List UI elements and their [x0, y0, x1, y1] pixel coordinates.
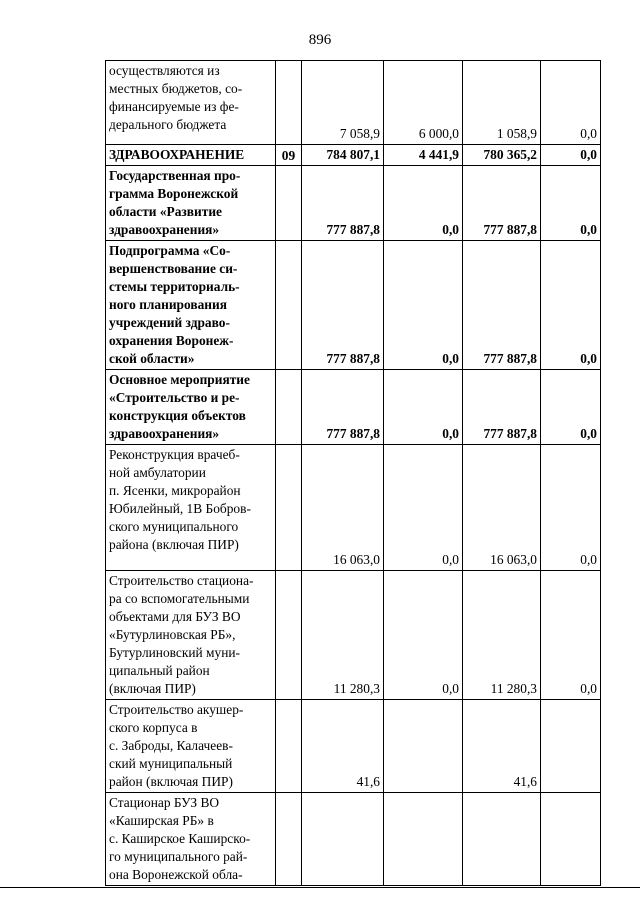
row-name-line: ра со вспомогательными: [109, 591, 250, 606]
row-name-line: она Воронежской обла-: [109, 867, 243, 882]
row-name-line: п. Ясенки, микрорайон: [109, 483, 241, 498]
amount-cell: 780 365,2: [463, 145, 541, 166]
row-name-line: района (включая ПИР): [109, 537, 239, 552]
row-name-line: области «Развитие: [109, 204, 222, 219]
row-name-line: Бутурлиновский муни-: [109, 645, 240, 660]
amount-cell: 0,0: [384, 166, 463, 241]
amount-cell: 777 887,8: [302, 166, 384, 241]
amount-cell: 777 887,8: [302, 241, 384, 370]
amount-cell: 0,0: [384, 571, 463, 700]
amount-cell: 0,0: [541, 370, 601, 445]
page-number: 896: [308, 32, 332, 48]
amount-cell: 0,0: [541, 445, 601, 571]
row-name-line: финансируемые из фе-: [109, 99, 239, 114]
table-row: [106, 61, 601, 145]
amount-cell: 16 063,0: [463, 445, 541, 571]
row-name-line: грамма Воронежской: [109, 186, 239, 201]
row-name-line: с. Каширское Каширско-: [109, 831, 251, 846]
row-name-cell: [106, 166, 276, 241]
row-name-line: местных бюджетов, со-: [109, 81, 243, 96]
section-code-cell: 09: [276, 145, 302, 166]
row-name-line: с. Заброды, Калачеев-: [109, 738, 233, 753]
section-code-cell: [276, 793, 302, 886]
amount-cell: 777 887,8: [302, 370, 384, 445]
amount-cell: 0,0: [541, 241, 601, 370]
budget-table: [105, 60, 601, 886]
amount-cell: 777 887,8: [463, 370, 541, 445]
amount-cell: 4 441,9: [384, 145, 463, 166]
row-name-cell: [106, 145, 276, 166]
section-code-cell: [276, 61, 302, 145]
row-name-line: осуществляются из: [109, 63, 220, 78]
table-row: [106, 370, 601, 445]
row-name-line: (включая ПИР): [109, 681, 196, 696]
table-row: [106, 166, 601, 241]
row-name-line: учреждений здраво-: [109, 315, 230, 330]
row-name-cell: [106, 370, 276, 445]
table-row: [106, 241, 601, 370]
row-name-line: ской области»: [109, 351, 195, 366]
section-code-cell: [276, 445, 302, 571]
amount-cell: 777 887,8: [463, 166, 541, 241]
row-name-line: дерального бюджета: [109, 117, 227, 132]
table-row: [106, 145, 601, 166]
amount-cell: 784 807,1: [302, 145, 384, 166]
row-name-line: Юбилейный, 1В Бобров-: [109, 501, 251, 516]
row-name-line: ного планирования: [109, 297, 227, 312]
row-name-cell: [106, 571, 276, 700]
row-name-line: «Строительство и ре-: [109, 390, 240, 405]
row-name-line: здравоохранения»: [109, 426, 220, 441]
amount-cell: 41,6: [463, 700, 541, 793]
table-row: [106, 445, 601, 571]
row-name-line: «Бутурлиновская РБ»,: [109, 627, 236, 642]
row-name-line: го муниципального рай-: [109, 849, 248, 864]
row-name-line: ципальный район: [109, 663, 210, 678]
row-name-line: ЗДРАВООХРАНЕНИЕ: [109, 147, 245, 162]
amount-cell: [541, 793, 601, 886]
row-name-cell: [106, 241, 276, 370]
bottom-rule: [0, 887, 640, 888]
amount-cell: 0,0: [541, 61, 601, 145]
amount-cell: 0,0: [541, 145, 601, 166]
amount-cell: 0,0: [384, 370, 463, 445]
row-name-line: здравоохранения»: [109, 222, 220, 237]
table-row: [106, 700, 601, 793]
row-name-line: ского корпуса в: [109, 720, 198, 735]
row-name-cell: [106, 700, 276, 793]
section-code-cell: [276, 370, 302, 445]
row-name-line: ского муниципального: [109, 519, 239, 534]
row-name-line: Строительство стациона-: [109, 573, 254, 588]
row-name-cell: [106, 61, 276, 145]
row-name-line: Стационар БУЗ ВО: [109, 795, 220, 810]
row-name-line: конструкция объектов: [109, 408, 246, 423]
amount-cell: 6 000,0: [384, 61, 463, 145]
row-name-line: ной амбулатории: [109, 465, 206, 480]
row-name-line: охранения Воронеж-: [109, 333, 234, 348]
section-code-cell: [276, 700, 302, 793]
section-code-cell: [276, 166, 302, 241]
amount-cell: [384, 700, 463, 793]
amount-cell: [541, 700, 601, 793]
row-name-line: ский муниципальный: [109, 756, 233, 771]
amount-cell: 1 058,9: [463, 61, 541, 145]
row-name-line: Основное мероприятие: [109, 372, 250, 387]
row-name-line: Строительство акушер-: [109, 702, 244, 717]
amount-cell: [384, 793, 463, 886]
row-name-line: вершенствование си-: [109, 261, 238, 276]
amount-cell: 11 280,3: [463, 571, 541, 700]
section-code-cell: [276, 241, 302, 370]
amount-cell: 16 063,0: [302, 445, 384, 571]
amount-cell: [463, 793, 541, 886]
amount-cell: [302, 793, 384, 886]
row-name-line: объектами для БУЗ ВО: [109, 609, 241, 624]
row-name-cell: [106, 445, 276, 571]
amount-cell: 0,0: [384, 445, 463, 571]
amount-cell: 7 058,9: [302, 61, 384, 145]
amount-cell: 0,0: [541, 571, 601, 700]
amount-cell: 11 280,3: [302, 571, 384, 700]
row-name-line: район (включая ПИР): [109, 774, 233, 789]
table-row: [106, 571, 601, 700]
section-code-cell: [276, 571, 302, 700]
amount-cell: 0,0: [384, 241, 463, 370]
row-name-line: Государственная про-: [109, 168, 241, 183]
table-row: [106, 793, 601, 886]
row-name-line: стемы территориаль-: [109, 279, 240, 294]
amount-cell: 0,0: [541, 166, 601, 241]
row-name-cell: [106, 793, 276, 886]
amount-cell: 41,6: [302, 700, 384, 793]
row-name-line: Реконструкция врачеб-: [109, 447, 240, 462]
row-name-line: Подпрограмма «Со-: [109, 243, 231, 258]
amount-cell: 777 887,8: [463, 241, 541, 370]
row-name-line: «Каширская РБ» в: [109, 813, 214, 828]
